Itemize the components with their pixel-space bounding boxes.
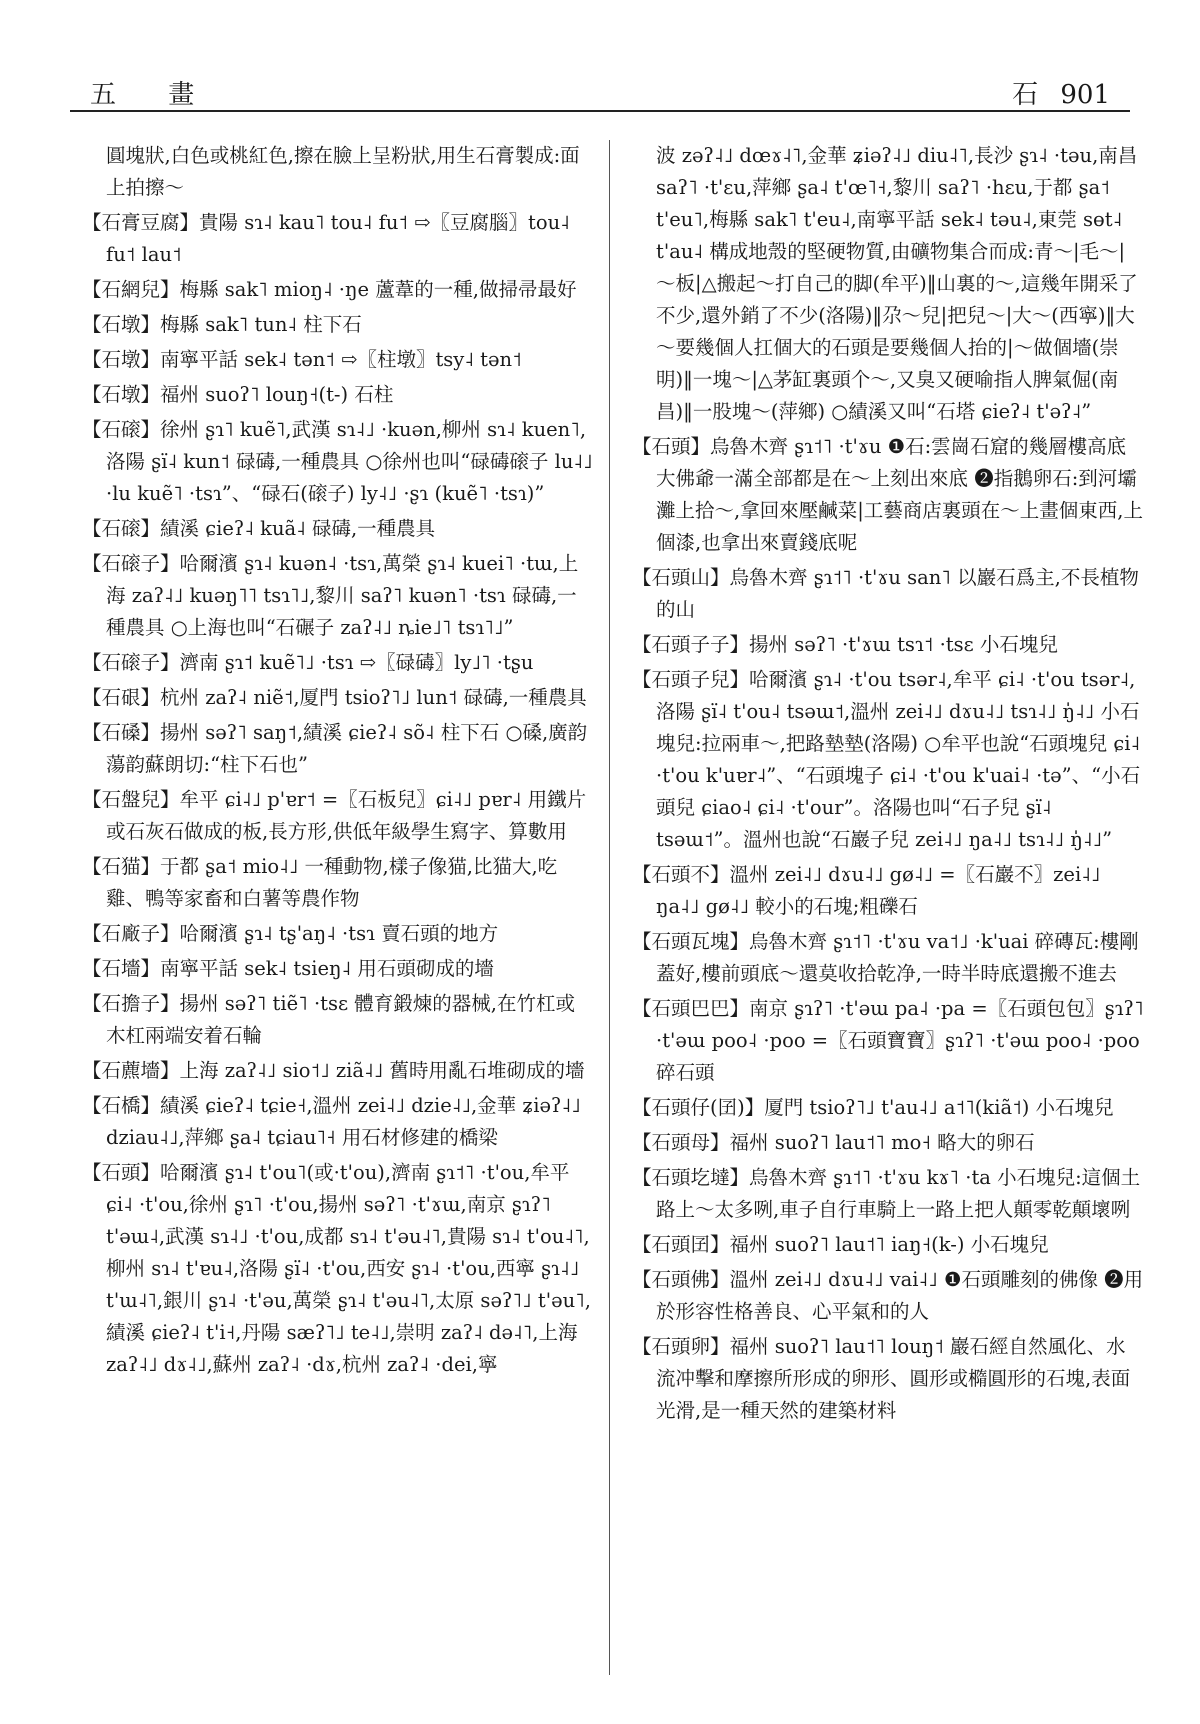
dictionary-entry: 【石頭子子】揚州 səʔ˥ ·t'ɤɯ tsɿ˦ ·tsɛ 小石塊兒 [632,633,1058,656]
dictionary-entry: 【石頭瓦塊】烏魯木齊 ʂɿ˦˥ ·t'ɤu va˦˩ ·k'uai 碎磚瓦:樓剛蓋好,樓前頭底～還莫收拾乾净,一時半時底還搬不進去 [632,930,1139,985]
page-heading [1012,74,1110,111]
dictionary-entry: 【石磉】揚州 səʔ˥ saŋ˦,績溪 ɕieʔ˨ sõ˨ 柱下石 ○磉,廣韵蕩韵蘇朗切:“柱下石也” [82,721,588,776]
dictionary-entry: 【石磙子】哈爾濱 ʂɿ˨ kuən˨ ·tsɿ,萬榮 ʂɿ˨ kuei˥ ·tɯ,上海 zaʔ˨˩ kuəŋ˥˥ tsɿ˥˩,黎川 saʔ˥ kuən˥ ·tsɿ 碌碡,一種農具 ○上海也叫“石碾子 zaʔ˨˩ ȵie˩˥ tsɿ˥˩” [82,552,579,639]
dictionary-entry: 【石網兒】梅縣 sak˥ mioŋ˨ ·ŋe 蘆葦的一種,做掃帚最好 [82,278,577,301]
dictionary-entry: 【石頭子兒】哈爾濱 ʂɿ˨ ·t'ou tsər˨,牟平 ɕi˨ ·t'ou tsər˨,洛陽 ʂï˨ t'ou˨ tsəɯ˦,溫州 zei˨˩ dɤu˨˩ tsɿ˨˩ ŋ̍˨˩ 小石塊兒:拉兩車～,把路墊墊(洛陽) ○牟平也說“石頭塊兒 ɕi˨ ·t'ou k'uɐr˨”、“石頭塊子 ɕi˨ ·t'ou k'uai˨ ·tə”、“小石頭兒 ɕiao˨ ɕi˨ ·t'our”。洛陽也叫“石子兒 ʂï˨ tsəɯ˦”。溫州也說“石巖子兒 zei˨˩ ŋa˨˩ tsɿ˨˩ ŋ̍˨˩” [632,668,1141,851]
dictionary-entry: 【石頭仔(囝)】厦門 tsioʔ˥˩ t'au˨˩ a˦˥(kiã˦) 小石塊兒 [632,1096,1114,1119]
dictionary-entry: 【石盤兒】牟平 ɕi˨˩ p'ɐr˦ =〖石板兒〗ɕi˨˩ pɐr˨ 用鐵片或石灰石做成的板,長方形,供低年級學生寫字、算數用 [82,788,587,843]
dictionary-entry: 【石墩】梅縣 sak˥ tun˨ 柱下石 [82,313,362,336]
dictionary-entry: 【石墩】福州 suoʔ˥ louŋ˧(t-) 石柱 [82,383,394,406]
dictionary-entry: 【石磙】徐州 ʂɿ˥ kuẽ˥,武漢 sɿ˨˩ ·kuən,柳州 sɿ˨ kuen˥,洛陽 ʂï˨ kun˦ 碌碡,一種農具 ○徐州也叫“碌碡磙子 lu˨˩ ·lu kuẽ˥ ·tsɿ”、“碌石(磙子) ly˨˩ ·ʂɿ (kuẽ˥ ·tsɿ)” [82,418,593,505]
dictionary-entry: 【石磙】績溪 ɕieʔ˨ kuã˨ 碌碡,一種農具 [82,517,436,540]
left-column [82,140,594,1384]
dictionary-entry: 【石橋】績溪 ɕieʔ˨ tɕie˧,溫州 zei˨˩ dzie˨˩,金華 ʑiəʔ˨˩ dziau˨˩,萍鄉 ʂa˨ tɕiau˥˧ 用石材修建的橋梁 [82,1094,581,1149]
dictionary-entry: 【石廠子】哈爾濱 ʂɿ˨ tʂ'aŋ˨ ·tsɿ 賣石頭的地方 [82,922,499,945]
dictionary-entry: 【石擔子】揚州 səʔ˥ tiẽ˥ ·tsɛ 體育鍛煉的器械,在竹杠或木杠兩端安着石輪 [82,992,575,1047]
dictionary-entry: 【石磙子】濟南 ʂɿ˦ kuẽ˥˩ ·tsɿ ⇨〖碌碡〗ly˩˥ ·tʂu [82,651,534,674]
right-column [632,140,1144,1430]
column-divider [609,140,610,1675]
dictionary-entry: 【石膏豆腐】貴陽 sɿ˨ kau˥ tou˨ fu˦ ⇨〖豆腐腦〗tou˨ fu˦ lau˦ [82,211,570,266]
dictionary-entry: 【石藨墻】上海 zaʔ˨˩ sio˦˩ ziã˨˩ 舊時用亂石堆砌成的墻 [82,1059,585,1082]
dictionary-entry: 【石頭】烏魯木齊 ʂɿ˦˥ ·t'ɤu ❶石:雲崗石窟的幾層樓高底大佛爺一滿全部都是在～上刻出來底 ❷指鵝卵石:到河壩灘上拾～,拿回來壓鹹菜|工藝商店裏頭在～上畫個東西,上個漆,也拿出來賣錢底呢 [632,435,1143,554]
dictionary-entry: 【石頭圪墶】烏魯木齊 ʂɿ˦˥ ·t'ɤu kɤ˥ ·ta 小石塊兒:這個土路上～太多咧,車子自行車騎上一路上把人顛零乾顛壞咧 [632,1166,1141,1221]
dictionary-entry: 【石頭卵】福州 suoʔ˥ lau˦˥ louŋ˦ 巖石經自然風化、水流冲擊和摩擦所形成的卵形、圓形或橢圓形的石塊,表面光滑,是一種天然的建築材料 [632,1335,1131,1422]
dictionary-entry-continued: 波 zəʔ˨˩ dœɤ˨˥,金華 ʑiəʔ˨˩ diu˨˥,長沙 ʂɿ˨ ·təu,南昌 saʔ˥ ·t'ɛu,萍鄉 ʂa˨ t'œ˥˧,黎川 saʔ˥ ·hɛu,于都 ʂa˦ t'eu˥,梅縣 sak˥ t'eu˨,南寧平話 sek˨ təu˨,東莞 sөt˨ t'au˨ 構成地殼的堅硬物質,由礦物集合而成:青～|毛～|～板|△搬起～打自己的脚(牟平)‖山裏的～,這幾年開采了不少,還外銷了不少(洛陽)‖尕～兒|把兒～|大～(西寧)‖大～要幾個人扛個大的石頭是要幾個人抬的|～做個墻(崇明)‖一塊～|△茅缸裏頭个～,又臭又硬喻指人脾氣倔(南昌)‖一股塊～(萍鄉) ○績溪又叫“石塔 ɕieʔ˨ t'əʔ˨” [656,144,1138,423]
dictionary-entry: 【石硍】杭州 zaʔ˨ niẽ˦,厦門 tsioʔ˥˩ lun˦ 碌碡,一種農具 [82,686,587,709]
dictionary-entry: 【石頭巴巴】南京 ʂɿʔ˥ ·t'əɯ pa˨ ·pa =〖石頭包包〗ʂɿʔ˥ ·t'əɯ poo˨ ·poo =〖石頭寶寶〗ʂɿʔ˥ ·t'əɯ poo˨ ·poo 碎石頭 [632,997,1144,1084]
dictionary-entry: 【石頭母】福州 suoʔ˥ lau˦˥ mo˧ 略大的卵石 [632,1131,1035,1154]
head-character: 石 [1012,80,1039,110]
header-rule [70,110,1130,112]
dictionary-entry: 【石頭佛】溫州 zei˨˩ dɤu˨˩ vai˨˩ ❶石頭雕刻的佛像 ❷用於形容性格善良、心平氣和的人 [632,1268,1144,1323]
dictionary-entry: 【石猫】于都 ʂa˦ mio˨˩ 一種動物,樣子像猫,比猫大,吃雞、鴨等家畜和白薯等農作物 [82,855,558,910]
section-title: 五 畫 [90,80,217,110]
page-header [70,70,1130,120]
dictionary-entry: 【石墻】南寧平話 sek˨ tsieŋ˨ 用石頭砌成的墻 [82,957,494,980]
dictionary-entry: 【石頭不】溫州 zei˨˩ dɤu˨˩ gø˨˩ =〖石巖不〗zei˨˩ ŋa˨˩ gø˨˩ 較小的石塊;粗礫石 [632,863,1101,918]
dictionary-entry: 【石頭山】烏魯木齊 ʂɿ˦˥ ·t'ɤu san˥ 以巖石爲主,不長植物的山 [632,566,1139,621]
dictionary-entry: 【石墩】南寧平話 sek˨ tən˦ ⇨〖柱墩〗tsy˨ tən˦ [82,348,522,371]
dictionary-entry: 【石頭】哈爾濱 ʂɿ˨ t'ou˥(或·t'ou),濟南 ʂɿ˦˥ ·t'ou,牟平 ɕi˨ ·t'ou,徐州 ʂɿ˥ ·t'ou,揚州 səʔ˥ ·t'ɤɯ,南京 ʂɿʔ˥ t'əɯ˨,武漢 sɿ˨˩ ·t'ou,成都 sɿ˨ t'əu˨˥,貴陽 sɿ˨ t'ou˨˥,柳州 sɿ˨ t'ɐu˨,洛陽 ʂï˨ ·t'ou,西安 ʂɿ˨ ·t'ou,西寧 ʂɿ˨˩ t'ɯ˨˥,銀川 ʂɿ˨ ·t'əu,萬榮 ʂɿ˨ t'əu˨˥,太原 səʔ˥˩ t'əu˥,績溪 ɕieʔ˨ t'i˧,丹陽 sæʔ˥˩ te˨˩,崇明 zaʔ˨ də˨˥,上海 zaʔ˨˩ dɤ˨˩,蘇州 zaʔ˨ ·dɤ,杭州 zaʔ˨ ·dei,寧 [82,1161,591,1376]
dictionary-entry: 【石頭囝】福州 suoʔ˥ lau˦˥ iaŋ˧(k-) 小石塊兒 [632,1233,1049,1256]
page-number: 901 [1060,80,1110,110]
dictionary-entry-continued: 圓塊狀,白色或桃紅色,擦在臉上呈粉狀,用生石膏製成:面上拍擦～ [106,144,580,199]
